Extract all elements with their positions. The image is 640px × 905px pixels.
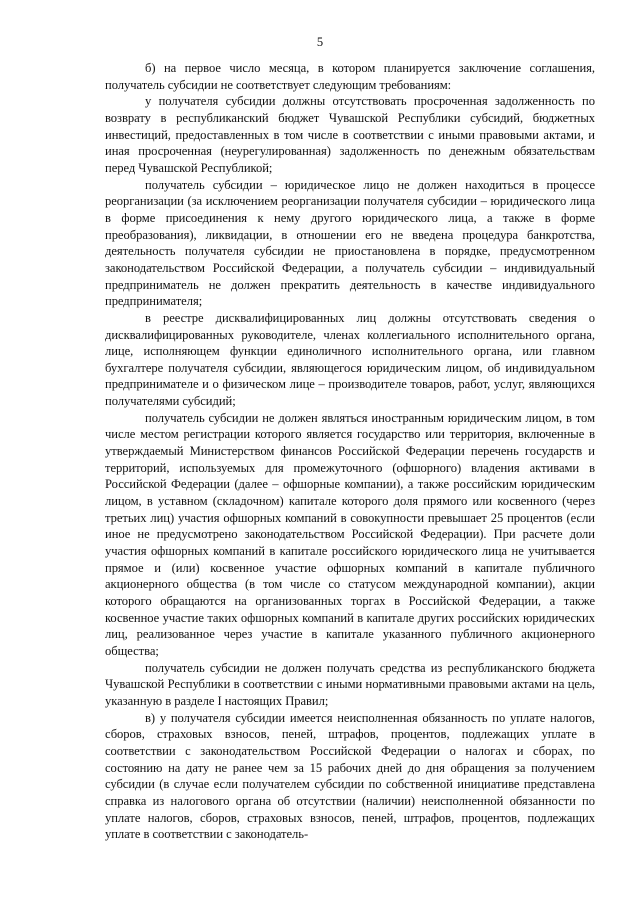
paragraph-no-debt-requirement: у получателя субсидии должны отсутствовать просроченная задолженность по возврату в республиканский бюджет Чувашской Республики субсидий, бюджетных инвестиций, предоставленных в том числе в соответствии с иными правовыми актами, и иная просроченная (неурегулированная) задолженность по денежным обязательствам перед Чувашской Республикой; <box>105 94 595 175</box>
paragraph-no-other-funds-requirement: получатель субсидии не должен получать средства из республиканского бюджета Чувашской Республики в соответствии с иными нормативными правовыми актами на цель, указанную в разделе I настоящих Правил; <box>105 660 595 708</box>
paragraph-no-reorganization-requirement: получатель субсидии – юридическое лицо не должен находиться в процессе реорганизации (за исключением реорганизации получателя субсидии – юридического лица в форме присоединения к нему другого юридического лица, а также в форме преобразования), ликвидации, в отношении его не введена процедура банкротства, деятельность получателя субсидии не приостановлена в порядке, предусмотренном законодательством Российской Федерации, а получатель субсидии – индивидуальный предприниматель не должен прекратить деятельность в качестве индивидуального предпринимателя; <box>105 177 595 309</box>
paragraph-offshore-requirement: получатель субсидии не должен являться иностранным юридическим лицом, в том числе местом регистрации которого является государство или территория, включенные в утверждаемый Министерством финансов Российской Федерации перечень государств и территорий, используемых для промежуточного (офшорного) владения активами в Российской Федерации (далее – офшорные компании), а также российским юридическим лицом, в уставном (складочном) капитале которого доля прямого или косвенного (через третьих лиц) участия офшорных компаний в совокупности превышает 25 процентов (если иное не предусмотрено законодательством Российской Федерации). При расчете доли участия офшорных компаний в капитале российского юридического лица не учитывается прямое и (или) косвенное участие офшорных компаний в капитале публичного акционерного общества (в том числе со статусом международной компании), акции которого обращаются на организованных торгах в Российской Федерации, а также косвенное участие таких офшорных компаний в капитале других российских юридических лиц, реализованное через участие в капитале указанного публичного акционерного общества; <box>105 410 595 658</box>
page-number: 5 <box>316 35 324 49</box>
paragraph-disqualified-persons-requirement: в реестре дисквалифицированных лиц должны отсутствовать сведения о дисквалифицированных руководителе, членах коллегиального исполнительного органа, лице, исполняющем функции единоличного исполнительного органа, или главном бухгалтере получателя субсидии, являющегося юридическим лицом, об индивидуальном предпринимателе и о физическом лице – производителе товаров, работ, услуг, являющихся получателями субсидий; <box>105 310 595 409</box>
paragraph-item-b: б) на первое число месяца, в котором планируется заключение соглашения, получатель субсидии не соответствует следующим требованиям: <box>105 61 595 92</box>
paragraph-item-v: в) у получателя субсидии имеется неисполненная обязанность по уплате налогов, сборов, страховых взносов, пеней, штрафов, процентов, подлежащих уплате в соответствии с законодательством Российской Федерации о налогах и сборах, по состоянию на дату не ранее чем за 15 рабочих дней до дня обращения за получением субсидии (в случае если получателем субсидии по собственной инициативе представлена справка из налогового органа об отсутствии (наличии) неисполненной обязанности по уплате налогов, сборов, страховых взносов, пеней, штрафов, процентов, подлежащих уплате в соответствии с законодатель- <box>105 710 595 842</box>
document-body <box>105 60 595 843</box>
